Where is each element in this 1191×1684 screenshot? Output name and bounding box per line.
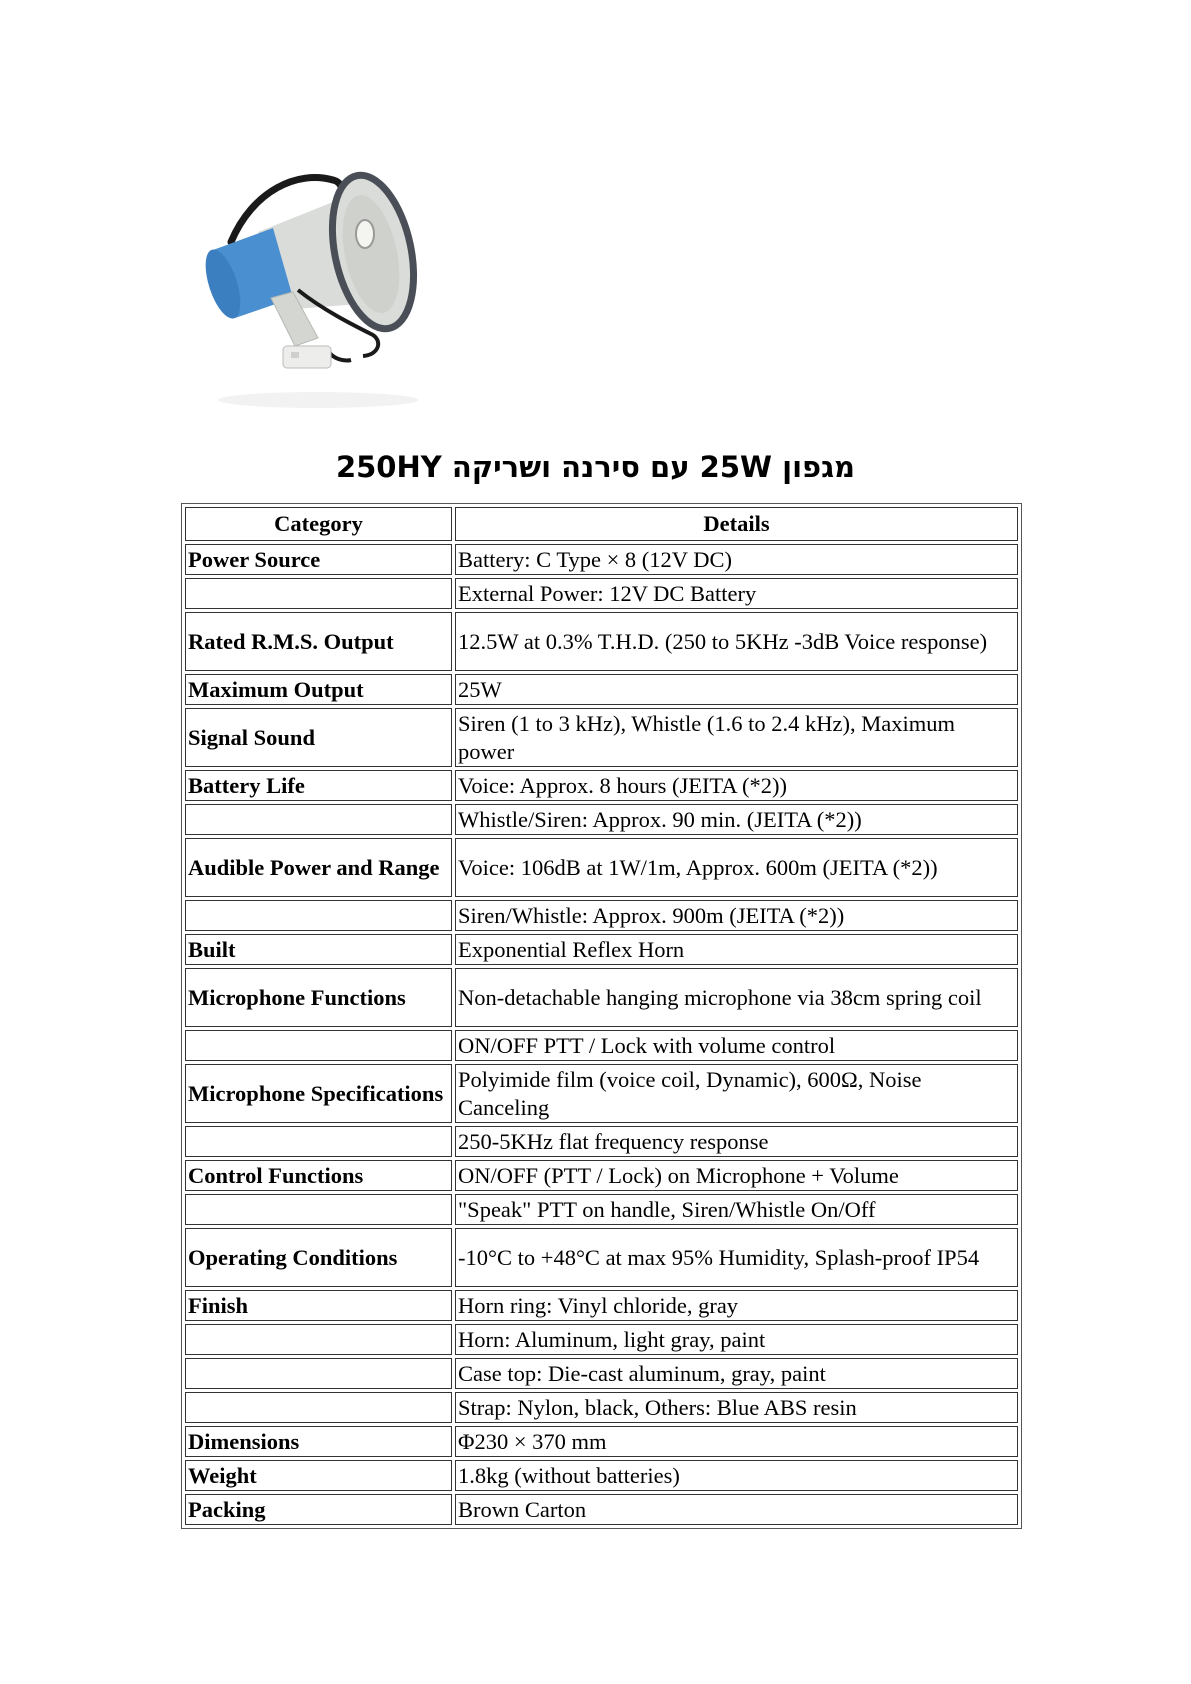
row-category: Operating Conditions	[185, 1228, 452, 1287]
table-row	[185, 1064, 1018, 1123]
table-row	[185, 708, 1018, 767]
row-details: 25W	[455, 674, 1018, 705]
row-category: Audible Power and Range	[185, 838, 452, 897]
table-row	[185, 578, 1018, 609]
table-row	[185, 544, 1018, 575]
row-category: Packing	[185, 1494, 452, 1525]
row-details: Whistle/Siren: Approx. 90 min. (JEITA (*2))	[455, 804, 1018, 835]
row-category	[185, 804, 452, 835]
row-category	[185, 578, 452, 609]
row-category: Maximum Output	[185, 674, 452, 705]
row-category: Dimensions	[185, 1426, 452, 1457]
row-details: Siren (1 to 3 kHz), Whistle (1.6 to 2.4 kHz), Maximum power	[455, 708, 1018, 767]
row-category: Signal Sound	[185, 708, 452, 767]
table-row	[185, 968, 1018, 1027]
table-row	[185, 612, 1018, 671]
table-row	[185, 1392, 1018, 1423]
row-category	[185, 1358, 452, 1389]
row-category: Control Functions	[185, 1160, 452, 1191]
row-details: Case top: Die-cast aluminum, gray, paint	[455, 1358, 1018, 1389]
row-details: Non-detachable hanging microphone via 38cm spring coil	[455, 968, 1018, 1027]
row-details: Φ230 × 370 mm	[455, 1426, 1018, 1457]
table-row	[185, 1426, 1018, 1457]
table-row	[185, 1126, 1018, 1157]
row-details: 12.5W at 0.3% T.H.D. (250 to 5KHz -3dB Voice response)	[455, 612, 1018, 671]
row-category: Built	[185, 934, 452, 965]
row-details: -10°C to +48°C at max 95% Humidity, Splash-proof IP54	[455, 1228, 1018, 1287]
header-details: Details	[455, 507, 1018, 541]
table-row	[185, 1290, 1018, 1321]
row-category: Power Source	[185, 544, 452, 575]
row-details: Horn ring: Vinyl chloride, gray	[455, 1290, 1018, 1321]
table-row	[185, 1460, 1018, 1491]
row-details: Voice: Approx. 8 hours (JEITA (*2))	[455, 770, 1018, 801]
row-details: 1.8kg (without batteries)	[455, 1460, 1018, 1491]
spec-table	[181, 503, 1022, 1529]
table-row	[185, 1494, 1018, 1525]
row-category	[185, 1126, 452, 1157]
spec-table-container	[181, 503, 1019, 1529]
row-category: Finish	[185, 1290, 452, 1321]
row-details: Horn: Aluminum, light gray, paint	[455, 1324, 1018, 1355]
row-details: Brown Carton	[455, 1494, 1018, 1525]
row-category	[185, 900, 452, 931]
table-header-row	[185, 507, 1018, 541]
table-row	[185, 1228, 1018, 1287]
table-row	[185, 674, 1018, 705]
row-details: ON/OFF PTT / Lock with volume control	[455, 1030, 1018, 1061]
row-category: Rated R.M.S. Output	[185, 612, 452, 671]
table-row	[185, 900, 1018, 931]
row-details: Battery: C Type × 8 (12V DC)	[455, 544, 1018, 575]
row-category	[185, 1030, 452, 1061]
row-details: Voice: 106dB at 1W/1m, Approx. 600m (JEITA (*2))	[455, 838, 1018, 897]
megaphone-image	[183, 150, 453, 420]
row-details: "Speak" PTT on handle, Siren/Whistle On/Off	[455, 1194, 1018, 1225]
row-details: Siren/Whistle: Approx. 900m (JEITA (*2))	[455, 900, 1018, 931]
table-row	[185, 838, 1018, 897]
row-details: ON/OFF (PTT / Lock) on Microphone + Volume	[455, 1160, 1018, 1191]
row-category: Microphone Functions	[185, 968, 452, 1027]
table-row	[185, 804, 1018, 835]
table-row	[185, 1160, 1018, 1191]
table-row	[185, 1194, 1018, 1225]
row-details: 250-5KHz flat frequency response	[455, 1126, 1018, 1157]
row-category	[185, 1324, 452, 1355]
table-row	[185, 934, 1018, 965]
table-row	[185, 770, 1018, 801]
row-category	[185, 1194, 452, 1225]
table-row	[185, 1358, 1018, 1389]
table-row	[185, 1030, 1018, 1061]
header-category: Category	[185, 507, 452, 541]
row-details: Strap: Nylon, black, Others: Blue ABS resin	[455, 1392, 1018, 1423]
row-details: External Power: 12V DC Battery	[455, 578, 1018, 609]
page-title: מגפון 25W עם סירנה ושריקה 250HY	[335, 450, 856, 484]
row-category: Microphone Specifications	[185, 1064, 452, 1123]
row-category: Weight	[185, 1460, 452, 1491]
row-details: Exponential Reflex Horn	[455, 934, 1018, 965]
row-category: Battery Life	[185, 770, 452, 801]
row-details: Polyimide film (voice coil, Dynamic), 600Ω, Noise Canceling	[455, 1064, 1018, 1123]
table-row	[185, 1324, 1018, 1355]
row-category	[185, 1392, 452, 1423]
